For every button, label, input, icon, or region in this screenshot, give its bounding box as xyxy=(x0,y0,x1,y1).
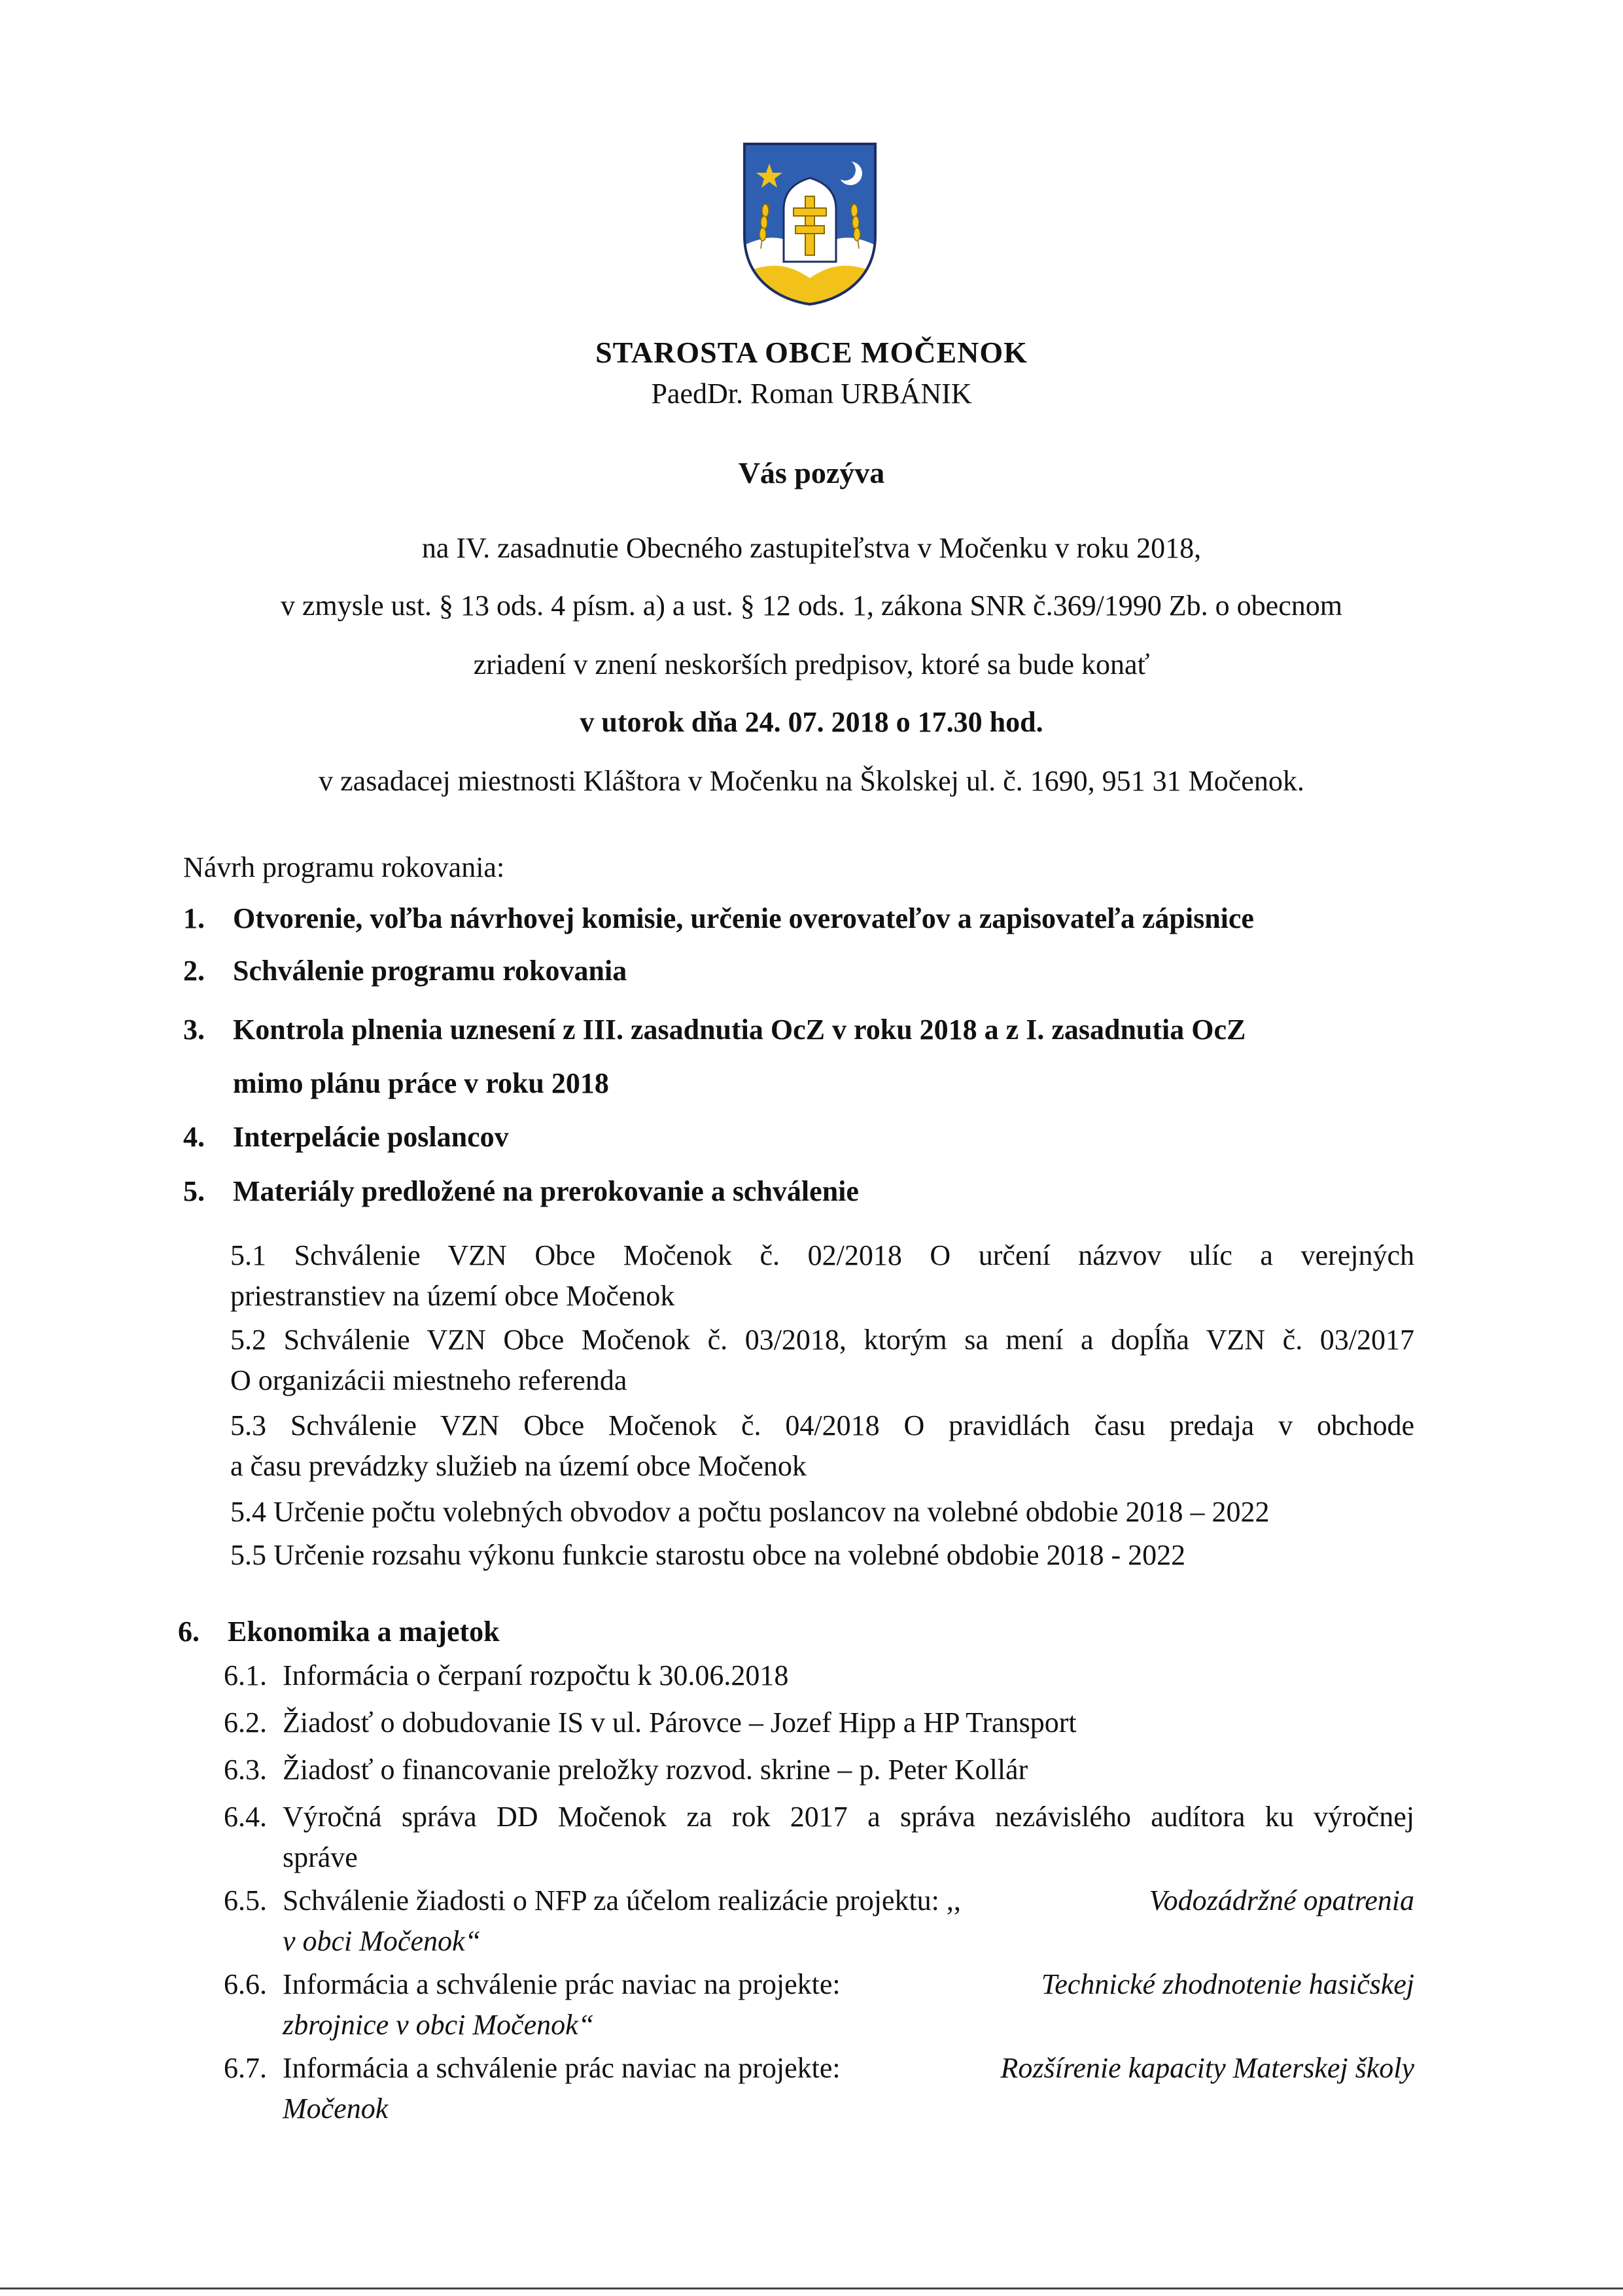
agenda-item-5 xyxy=(183,1174,859,1208)
subitem-line-2: v obci Močenok“ xyxy=(283,1925,481,1957)
project-name: Vodozádržné opatrenia xyxy=(1149,1884,1414,1916)
subitem-6-1 xyxy=(224,1655,1421,1696)
agenda-item-2 xyxy=(183,954,627,987)
agenda-item-number: 1. xyxy=(183,902,205,934)
subitem-number: 6.2. xyxy=(224,1706,267,1739)
coat-of-arms xyxy=(731,137,888,308)
subitem-number: 6.1. xyxy=(224,1659,267,1691)
mayor-name: PaedDr. Roman URBÁNIK xyxy=(651,378,972,410)
subitem-line-1: Informácia a schválenie prác naviac na projekte: xyxy=(283,2052,841,2084)
subitem-6-4 xyxy=(224,1797,1421,1882)
cross-icon xyxy=(784,178,836,262)
subitem-6-2 xyxy=(224,1703,1421,1743)
subitem-line-2: správe xyxy=(283,1841,358,1873)
subitem-5-2 xyxy=(230,1320,1414,1401)
intro-line-3: zriadení v znení neskorších predpisov, ktoré sa bude konať xyxy=(473,648,1150,680)
subitem-number: 6.5. xyxy=(224,1884,267,1916)
subitem-number: 6.7. xyxy=(224,2052,267,2084)
subitem-line-1: Výročná správa DD Močenok za rok 2017 a správa nezávislého audítora ku výročnej xyxy=(283,1801,1414,1833)
subitem-line-2: O organizácii miestneho referenda xyxy=(230,1364,627,1396)
agenda-item-number: 3. xyxy=(183,1014,205,1046)
agenda-item-6 xyxy=(178,1615,500,1648)
subitem-6-5 xyxy=(224,1881,1421,1966)
subitem-line-1: 5.5 Určenie rozsahu výkonu funkcie starostu obce na volebné obdobie 2018 - 2022 xyxy=(230,1539,1186,1571)
subitem-5-5 xyxy=(230,1535,1414,1576)
agenda-item-text: Kontrola plnenia uznesení z III. zasadnutia OcZ v roku 2018 a z I. zasadnutia OcZ xyxy=(233,1014,1246,1046)
agenda-item-text: Materiály predložené na prerokovanie a schválenie xyxy=(233,1175,859,1207)
organization-title: STAROSTA OBCE MOČENOK xyxy=(595,336,1028,369)
subitem-5-4 xyxy=(230,1492,1414,1532)
subitem-6-3 xyxy=(224,1750,1421,1790)
invite-heading: Vás pozýva xyxy=(738,456,885,489)
subitem-line-1: Žiadosť o dobudovanie IS v ul. Párovce – Jozef Hipp a HP Transport xyxy=(283,1706,1077,1739)
subitem-number: 6.6. xyxy=(224,1968,267,2000)
agenda-item-1 xyxy=(183,902,1254,935)
subitem-line-1: Žiadosť o financovanie preložky rozvod. skrine – p. Peter Kollár xyxy=(283,1754,1028,1786)
agenda-item-3-continuation: mimo plánu práce v roku 2018 xyxy=(233,1067,609,1099)
intro-line-1: na IV. zasadnutie Obecného zastupiteľstva v Močenku v roku 2018, xyxy=(421,532,1202,564)
subitem-line-1: Informácia o čerpaní rozpočtu k 30.06.2018 xyxy=(283,1659,789,1691)
subitem-line-2: priestranstiev na území obce Močenok xyxy=(230,1280,675,1312)
meeting-date: v utorok dňa 24. 07. 2018 o 17.30 hod. xyxy=(580,706,1043,738)
subitem-line-1: Schválenie žiadosti o NFP za účelom realizácie projektu: ,, xyxy=(283,1884,961,1916)
agenda-item-text: Interpelácie poslancov xyxy=(233,1121,509,1153)
subitem-line-2: a času prevádzky služieb na území obce Močenok xyxy=(230,1450,807,1482)
subitem-6-6 xyxy=(224,1964,1421,2049)
project-name: Rozšírenie kapacity Materskej školy xyxy=(1000,2052,1414,2084)
subitem-number: 6.3. xyxy=(224,1754,267,1786)
program-title: Návrh programu rokovania: xyxy=(183,851,505,883)
agenda-item-number: 4. xyxy=(183,1121,205,1153)
agenda-item-number: 2. xyxy=(183,955,205,987)
subitem-5-3 xyxy=(230,1405,1414,1487)
subitem-line-1: Informácia a schválenie prác naviac na projekte: xyxy=(283,1968,841,2000)
meeting-place: v zasadacej miestnosti Kláštora v Močenku na Školskej ul. č. 1690, 951 31 Močenok. xyxy=(319,765,1304,797)
intro-line-2: v zmysle ust. § 13 ods. 4 písm. a) a ust. § 12 ods. 1, zákona SNR č.369/1990 Zb. o obecnom xyxy=(281,590,1342,622)
subitem-line-2: zbrojnice v obci Močenok“ xyxy=(283,2009,595,2041)
agenda-item-3 xyxy=(183,1013,1246,1046)
agenda-item-number: 5. xyxy=(183,1175,205,1207)
subitem-5-1 xyxy=(230,1235,1414,1316)
agenda-item-text: Ekonomika a majetok xyxy=(228,1616,500,1648)
subitem-line-2: Močenok xyxy=(283,2093,389,2125)
subitem-line-1: 5.3 Schválenie VZN Obce Močenok č. 04/2018 O pravidlách času predaja v obchode xyxy=(230,1409,1414,1441)
project-name: Technické zhodnotenie hasičskej xyxy=(1041,1968,1414,2000)
subitem-line-1: 5.1 Schválenie VZN Obce Močenok č. 02/2018 O určení názvov ulíc a verejných xyxy=(230,1239,1414,1271)
subitem-number: 6.4. xyxy=(224,1801,267,1833)
agenda-item-4 xyxy=(183,1120,509,1154)
subitem-line-1: 5.4 Určenie počtu volebných obvodov a počtu poslancov na volebné obdobie 2018 – 2022 xyxy=(230,1496,1270,1528)
agenda-item-text: Otvorenie, voľba návrhovej komisie, určenie overovateľov a zapisovateľa zápisnice xyxy=(233,902,1254,934)
scan-edge-divider xyxy=(0,2287,1623,2289)
agenda-item-text: Schválenie programu rokovania xyxy=(233,955,627,987)
subitem-line-1: 5.2 Schválenie VZN Obce Močenok č. 03/2018, ktorým sa mení a dopĺňa VZN č. 03/2017 xyxy=(230,1324,1414,1356)
subitem-6-7 xyxy=(224,2048,1421,2133)
agenda-item-number: 6. xyxy=(178,1616,200,1648)
